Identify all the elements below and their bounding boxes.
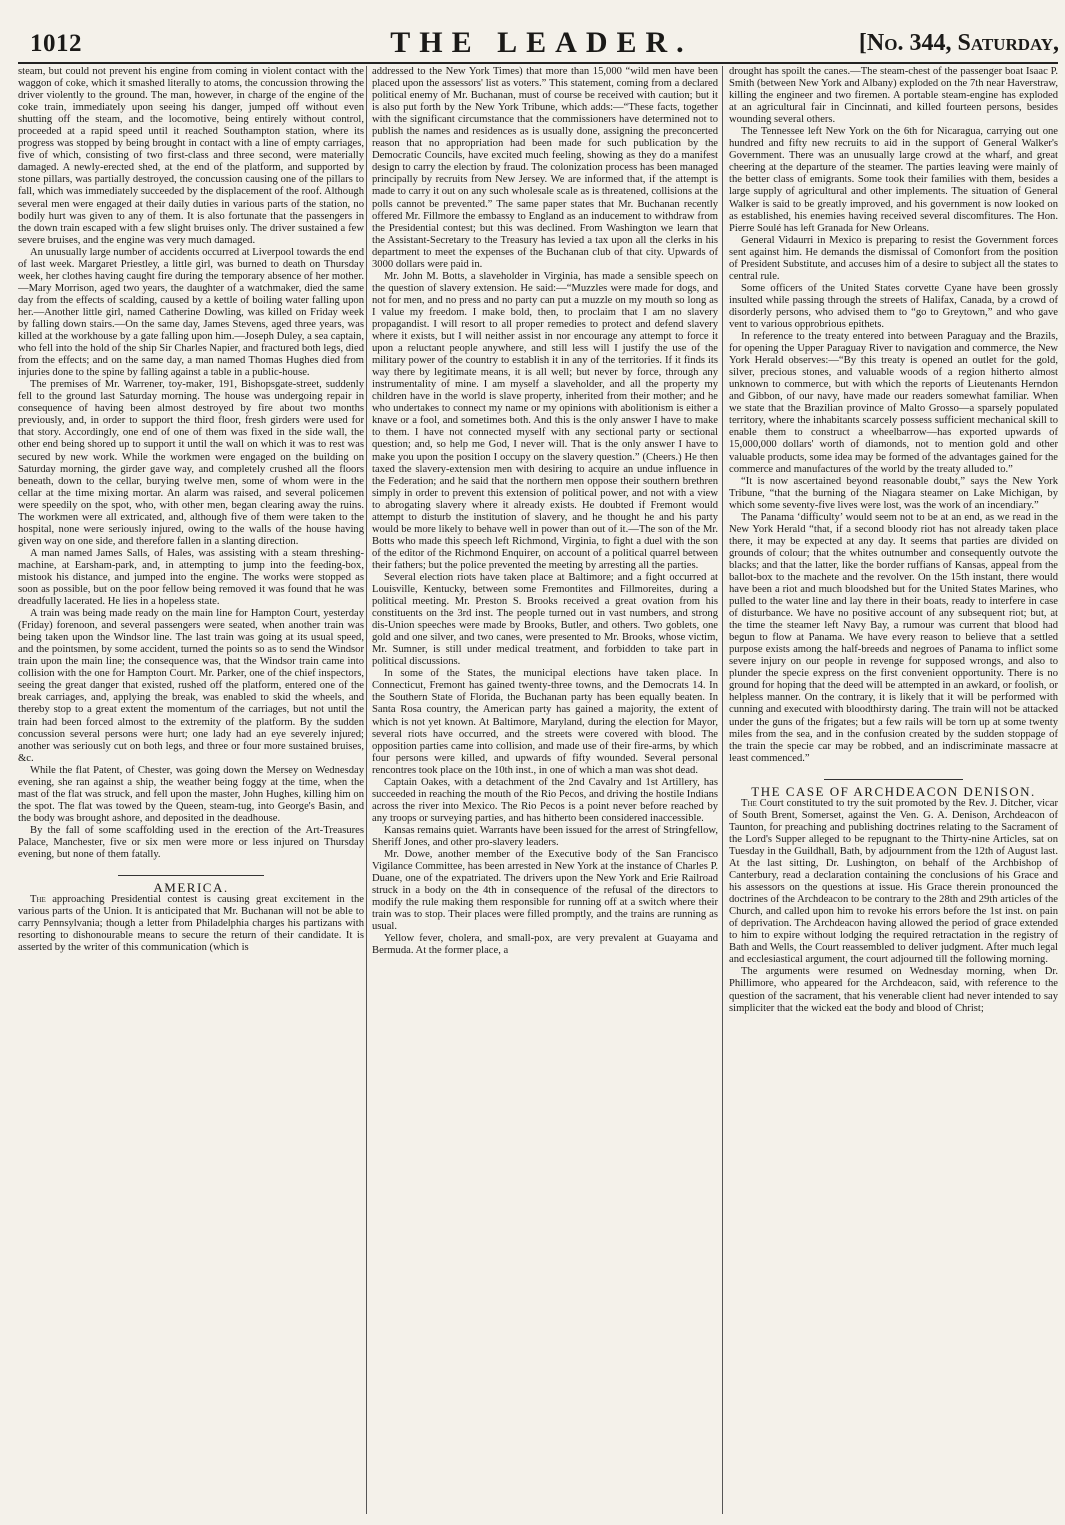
masthead-title: THE LEADER. — [390, 26, 693, 59]
paragraph: By the fall of some scaffolding used in the erection of the Art-Treasures Palace, Manchester, five or six men were more or less injured on Thursday evening, but none of them fatally. — [18, 824, 364, 861]
paragraph: The Panama ‘difficulty’ would seem not to be at an end, as we read in the New York Herald “that, if a second bloody riot has not already taken place there, it may be expected at any day. It seems that parties are divided on grounds of colour; that the whites outnumber and consequently outvote the blacks; and that the latter, like the border ruffians of Kansas, appeal from the ballot-box to the machete and the revolver. On the 15th instant, there would have been a riot and much bloodshed but for the United States Marines, who pulled to the water line and lay there in their boats, ready to interfere in case of disturbance. We have no positive account of any subsequent riot; but, at the time the steamer left Navy Bay, a rumour was current that blood had begun to flow at Panama. We have every reason to believe that a settled purpose exists among the half-breeds and negroes of Panama to inflict some severe injury on our people in revenge for supposed wrongs, and also to plunder the specie express on the first convenient opportunity. There is no ground for hoping that the deed will be attempted in an awkard, or foolish, or helpless manner. On the contrary, it is likely that it will be performed with cunning and executed with bloodthirsty daring. The train will not be attacked under the guns of the frigates; but a few rails will be torn up at some twenty miles from the sea, and in the confusion created by the sudden stoppage of the train the specie car may be robbed, and an indiscriminate massacre at least commenced.” — [729, 511, 1058, 764]
paragraph: addressed to the New York Times) that more than 15,000 “wild men have been placed upon the assessors' list as voters.” This statement, coming from a declared political enemy of Mr. Buchanan, must of course be received with caution; but it is also put forth by the New York Tribune, which adds:—“These facts, together with the significant circumstance that the commissioners have determined not to publish the names and residences as is usually done, assigning the preconcerted reason that no appropriation had been made for such publication by the Democratic Councils, have excited much feeling, showing as they do a manifest design to carry the election by fraud. The colonization process has been managed principally by recruits from New Jersey. We are informed that, if the attempt is made to carry it out on any such wholesale scale as is threatened, collisions at the polls cannot be prevented.” The same paper states that Mr. Buchanan recently offered Mr. Fillmore the embassy to England as an inducement to withdraw from the Presidential contest; but this was declined. From Washington we learn that the Assistant-Secretary to the Treasury has levied a tax upon all the clerks in his department to meet the expenses of the Buchanan club of that city. Upwards of 3000 dollars were paid in. — [372, 66, 718, 270]
paragraph — [729, 798, 1058, 967]
paragraph: A train was being made ready on the main line for Hampton Court, yesterday (Friday) forenoon, and several passengers were seated, when another train was being taken upon the Windsor line. The last train was going at its usual speed, and the pointsmen, by some accident, turned the points so as to send the Windsor train upon the main line; the consequence was, that the Windsor train came into collision with the one for Hampton Court. Mr. Parker, one of the chief inspectors, seeing the great danger that existed, rushed off the platform, entered one of the break carriages, and, applying the break, was enabled to skid the wheels, and thereby stop to a great extent the momentum of the carriages, but not until the train had been forced almost to the extremity of the platform. By the sudden concussion several persons were hurt; one lady had an eye severely injured; another was seriously cut on both legs, and three or four more sustained bruises, &c. — [18, 608, 364, 764]
paragraph: While the flat Patent, of Chester, was going down the Mersey on Wednesday evening, she ran against a ship, the weather being foggy at the time, when the mast of the flat was struck, and fell upon the master, John Hughes, killing him on the spot. The flat was towed by the Queen, steam-tug, into George's Basin, and the body was brought ashore, and deposited in the deadhouse. — [18, 764, 364, 824]
column-2 — [366, 66, 718, 1514]
page-header — [18, 22, 1065, 66]
lead-word: The — [741, 797, 757, 809]
paragraph: “It is now ascertained beyond reasonable doubt,” says the New York Tribune, “that the burning of the Niagara steamer on Lake Michigan, by which some seventy-five lives were lost, was the work of an incendiary.” — [729, 475, 1058, 511]
issue-label: [No. 344, Saturday, — [858, 30, 1059, 56]
paragraph-text: approaching Presidential contest is causing great excitement in the various parts of the Union. It is anticipated that Mr. Buchanan will not be able to carry Pennsylvania; though a letter from Philadelphia charges his partizans with resorting to dishonourable means to secure the return of their candidate. It is asserted by the writer of this communication (which is — [18, 894, 364, 954]
paragraph: Several election riots have taken place at Baltimore; and a fight occurred at Louisville, Kentucky, between some Fremontites and Fillmoreites, during a political meeting. Mr. Preston S. Brooks received a great ovation from his constituents on the 3rd inst. The people turned out in vast numbers, and strong dis-Union speeches were made by Brooks, Butler, and others. Two goblets, one gold and one silver, and two canes, were presented to Mr. Brooks, whose victim, Mr. Sumner, is still under medical treatment, and forbidden to take part in political discussions. — [372, 571, 718, 668]
paragraph: The arguments were resumed on Wednesday morning, when Dr. Phillimore, who appeared for the Archdeacon, said, with reference to the question of the sacrament, that his venerable client had never intended to say simpliciter that the wicked eat the body and blood of Christ; — [729, 966, 1058, 1014]
paragraph: Mr. John M. Botts, a slaveholder in Virginia, has made a sensible speech on the question of slavery extension. He said:—“Muzzles were made for dogs, and not for men, and no press and no party can put a muzzle on my mouth so long as I value my freedom. I make bold, then, to proclaim that I am no slavery propagandist. I will resort to all proper remedies to protect and defend slavery where it exists, but I will neither assist in nor encourage any attempt to force it upon a reluctant people anywhere, and still less will I justify the use of the military power of the country to establish it in any of the territories. If it finds its way there by legitimate means, it is all well; but never by force, through any instrumentality of mine. I am myself a slaveholder, and all the property my children have in the world is slave property, inherited from their mother; and he who undertakes to connect my name or my opinions with abolitionism is either a knave or a fool, and sometimes both. And this is the only answer I have to make to them. I have not connected myself with any sectional party or sectional question; and, so help me God, I never will. That is the only answer I have to make you upon the position I occupy on the slavery question.” (Cheers.) He then taxed the slavery-extension men with desiring to acquire an undue influence in the Federation; and he said that the northern men oppose their southern brethren simply in order to prevent this extension of political power, and not with a view to abrogating slavery where it already exists. He doubted if Fremont would attempt to disturb the institution of slavery, and he thought he and his party would be more likely to behave well in power than out of it.—The son of the Mr. Botts who made this speech left Richmond, Virginia, to fight a duel with the son of the editor of the Richmond Enquirer, on account of a political quarrel between their fathers; but the police prevented the meeting by arresting all the parties. — [372, 270, 718, 571]
paragraph: Kansas remains quiet. Warrants have been issued for the arrest of Stringfellow, Sheriff Jones, and other pro-slavery leaders. — [372, 824, 718, 848]
column-1 — [18, 66, 364, 1514]
paragraph: General Vidaurri in Mexico is preparing to resist the Government forces sent against him. He demands the dismissal of Comonfort from the position of President Substitute, and accuses him of a desire to subject all the states to central rule. — [729, 234, 1058, 282]
paragraph: steam, but could not prevent his engine from coming in violent contact with the waggon of coke, which it smashed literally to atoms, the concussion throwing the driver violently to the ground. The man, however, in charge of the engine of the coke train, immediately upon seeing his danger, jumped off without even shutting off the steam, and the locomotive, being entirely without control, proceeded at a rapid speed until it reached Southampton station, where its progress was stopped by being brought in contact with a line of empty carriages, five of which, consisting of two first-class and three second, were materially damaged. A newly-erected shed, at the end of the platform, and supported by stone pillars, was partially destroyed, the concussion causing one of the pillars to fall, which was immediately succeeded by the displacement of the roof. Although several men were engaged at their daily duties in various parts of the station, no bodily hurt was given to any of them. It is also fortunate that the passengers in the down train escaped with a few slight bruises only. The driver sustained a few severe bruises, and the engine was very much damaged. — [18, 66, 364, 246]
paragraph: Mr. Dowe, another member of the Executive body of the San Francisco Vigilance Committee, has been arrested in New York at the instance of Charles P. Duane, one of the expatriated. The drivers upon the New York and Erie Railroad struck in a body on the 4th in consequence of the refusal of the directors to modify the rule making them responsible for running off at a switch where their train was to stop. Their places were filled promptly, and the trains are running as usual. — [372, 849, 718, 933]
paragraph: In some of the States, the municipal elections have taken place. In Connecticut, Fremont has gained twenty-three towns, and the Democrats 14. In the Southern State of Florida, the Buchanan party has been equally beaten. In Santa Rosa country, the American party has gained a majority, the extent of which is not yet known. At Baltimore, Maryland, during the election for Mayor, several riots have occurred, and the streets were covered with blood. The opposition parties came into collision, and made use of their fire-arms, by which four persons were killed, and upwards of fifty wounded. Several personal rencontres took place on the 10th inst., in one of which a man was shot dead. — [372, 668, 718, 776]
paragraph: Captain Oakes, with a detachment of the 2nd Cavalry and 1st Artillery, has succeeded in reaching the mouth of the Rio Pecos, and driving the hostile Indians across the river into Mexico. The Rio Pecos is a point never before reached by any troops or surveying parties, and has hitherto been considered inaccessible. — [372, 776, 718, 824]
paragraph: The premises of Mr. Warrener, toy-maker, 191, Bishopsgate-street, suddenly fell to the ground last Saturday morning. The house was undergoing repair in consequence of having been almost destroyed by fire about two months previously, and, in order to support the third floor, fresh girders were used for that story. Accordingly, one end of one of them was fixed in the side wall, the other end being shored up to support it until the wall on which it was to rest was secured by new work. While the workmen were engaged on the building on Saturday morning, the girder gave way, and completely crushed all the floors beneath, down to the cellar, burying twelve men, some of whom were in the cellar at the time mixing mortar. An alarm was raised, and several policemen were speedily on the spot, who, with other men, began clearing away the ruins. The workmen were all extricated, and, although five of them were taken to the hospital, none were seriously injured, owing to the walls of the house having given way on one side, and therefore fallen in a slanting direction. — [18, 379, 364, 547]
section-divider — [118, 875, 263, 876]
paragraph — [18, 894, 364, 954]
section-divider — [824, 779, 962, 780]
paragraph: Some officers of the United States corvette Cyane have been grossly insulted while passing through the streets of Halifax, Canada, by a crowd of disorderly persons, who advised them to “go to Greytown,” and who gave vent to various opprobrious epithets. — [729, 282, 1058, 330]
paragraph: A man named James Salls, of Hales, was assisting with a steam threshing-machine, at Earsham-park, and, in attempting to jump into the feeding-box, mistook his distance, and jumped into the engine. The works were stopped as soon as possible, but on the poor fellow being removed it was found that he was dreadfully lacerated. He lies in a hopeless state. — [18, 547, 364, 608]
section-heading-america: AMERICA. — [153, 880, 229, 896]
paragraph: In reference to the treaty entered into between Paraguay and the Brazils, for opening the Upper Paraguay River to navigation and commerce, the New York Herald observes:—“By this treaty is opened an outlet for the gold, silver, precious stones, and valuable woods of a region hitherto almost unknown to commerce, but with which the reports of Lieutenants Herndon and Gibbon, of our navy, have made our readers somewhat familiar. When we state that the Brazilian province of Malto Grosso—a sparsely populated territory, where the inhabitants scarcely possess sufficient mechanical skill to enable them to construct a wheelbarrow—has exported upwards of 15,000,000 dollars' worth of diamonds, not to mention gold and other valuable products, some idea may be formed of the advantages gained for the commerce and manufactures of the world by the treaty alluded to.” — [729, 331, 1058, 475]
paragraph: Yellow fever, cholera, and small-pox, are very prevalent at Guayama and Bermuda. At the former place, a — [372, 933, 718, 957]
paragraph: An unusually large number of accidents occurred at Liverpool towards the end of last week. Margaret Priestley, a little girl, was burned to death on Thursday week, her clothes having caught fire during the temporary absence of her mother.—Mary Morrison, aged two years, the daughter of a watchmaker, died the same day from the effects of scalding, caused by a kettle of boiling water falling upon her.—Another little girl, named Catherine Dowling, was killed on Friday week by falling down stairs.—On the same day, James Stevens, aged three years, was killed at the workhouse by a gate falling upon him.—Joseph Duley, a sea captain, who fell into the hold of the ship Sir Charles Napier, and fractured both legs, died from the effects; and on the same day, a man named Thomas Hughes died from injuries done to the spine by falling against a table in a public-house. — [18, 246, 364, 379]
paragraph: drought has spoilt the canes.—The steam-chest of the passenger boat Isaac P. Smith (between New York and Albany) exploded on the 7th near Haverstraw, killing the engineer and two firemen. A portable steam-engine has exploded at an agricultural fair in Cincinnati, and killed fourteen persons, besides wounding several others. — [729, 66, 1058, 126]
column-3 — [722, 66, 1058, 1514]
page-number: 1012 — [30, 30, 82, 57]
header-rule — [18, 62, 1058, 64]
section-heading-denison: THE CASE OF ARCHDEACON DENISON. — [751, 783, 1036, 799]
paragraph: The Tennessee left New York on the 6th for Nicaragua, carrying out one hundred and fifty new recruits to aid in the support of General Walker's Government. There was an unusually large crowd at the wharf, and great cheering at the departure of the steamer. The parties leaving were mainly of the better class of emigrants. Some took their families with them, besides a large supply of agricultural and other implements. The situation of General Walker is said to be greatly improved, and his government is now looked on as established, his enemies having received several discomfitures. The Hon. Pierre Soulé has left Granada for New Orleans. — [729, 126, 1058, 234]
lead-word: The — [30, 894, 46, 906]
paragraph-text: Court constituted to try the suit promoted by the Rev. J. Ditcher, vicar of South Brent, Somerset, against the Ven. G. A. Denison, Archdeacon of Taunton, for preaching and publishing doctrines relating to the Sacrament of the Lord's Supper alleged to be repugnant to the Thirty-nine Articles, sat on Tuesday in the Guildhall, Bath, by adjournment from the 12th of August last. At the last sitting, Dr. Lushington, on behalf of the Archbishop of Canterbury, read a declaration containing the conclusions of his Grace and his assessors on the questions at issue. His Grace therein pronounced the doctrines of the Archdeacon to be contrary to the 28th and 29th articles of the Church, and called upon him to revoke his errors before the 1st inst. on pain of deprivation. The Archdeacon having allowed the period of grace extended to him to expire without lodging the required retractation in the registry of Bath and Wells, the Court reassembled to deliver judgment. After much legal and ecclesiastical argument, the court adjourned till the following morning. — [729, 797, 1058, 966]
